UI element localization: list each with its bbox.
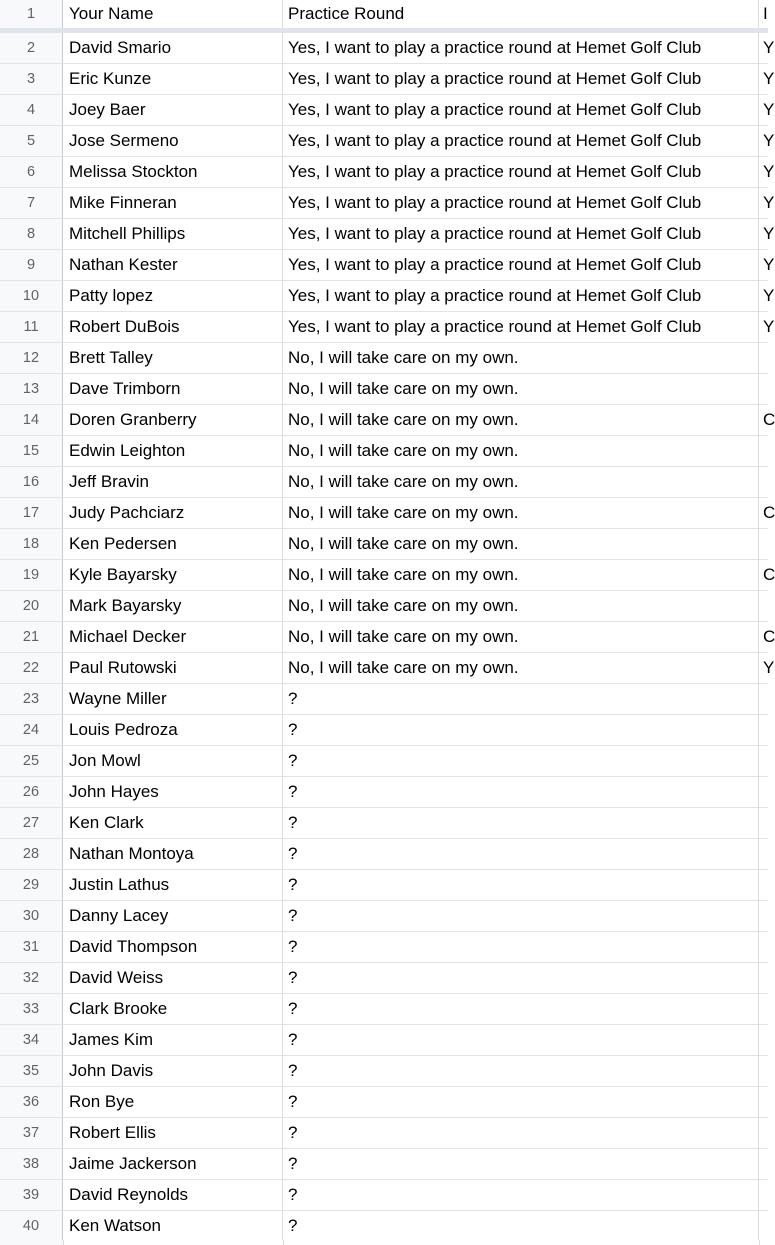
cell-your-name[interactable]: Michael Decker bbox=[63, 622, 283, 653]
row-number[interactable]: 7 bbox=[0, 188, 63, 219]
row-number[interactable]: 18 bbox=[0, 529, 63, 560]
cell-next-column[interactable] bbox=[759, 932, 768, 963]
row-number[interactable]: 28 bbox=[0, 839, 63, 870]
cell-your-name[interactable]: Mark Bayarsky bbox=[63, 591, 283, 622]
cell-next-column[interactable] bbox=[759, 1149, 768, 1180]
cell-next-column[interactable] bbox=[759, 994, 768, 1025]
cell-next-column[interactable]: Y bbox=[759, 157, 768, 188]
cell-your-name[interactable]: Doren Granberry bbox=[63, 405, 283, 436]
cell-practice-round[interactable]: Yes, I want to play a practice round at Hemet Golf Club bbox=[283, 250, 759, 281]
cell-next-column[interactable]: Y bbox=[759, 95, 768, 126]
cell-your-name[interactable]: Danny Lacey bbox=[63, 901, 283, 932]
table-row bbox=[0, 622, 775, 653]
cell-your-name[interactable]: John Hayes bbox=[63, 777, 283, 808]
row-number[interactable]: 9 bbox=[0, 250, 63, 281]
row-number[interactable]: 19 bbox=[0, 560, 63, 591]
cell-your-name[interactable]: Clark Brooke bbox=[63, 994, 283, 1025]
cell-next-column[interactable] bbox=[759, 777, 768, 808]
cell-practice-round[interactable]: Yes, I want to play a practice round at Hemet Golf Club bbox=[283, 219, 759, 250]
table-row bbox=[0, 1087, 768, 1118]
cell-next-column[interactable] bbox=[759, 870, 768, 901]
cell-next-column[interactable] bbox=[759, 1025, 768, 1056]
row-number[interactable]: 30 bbox=[0, 901, 63, 932]
row-number[interactable]: 16 bbox=[0, 467, 63, 498]
cell-your-name[interactable]: Brett Talley bbox=[63, 343, 283, 374]
cell-practice-round[interactable]: No, I will take care on my own. bbox=[283, 622, 759, 653]
table-row bbox=[0, 33, 775, 64]
grid-bottom-edge bbox=[0, 1240, 768, 1245]
row-number[interactable]: 25 bbox=[0, 746, 63, 777]
table-row bbox=[0, 963, 768, 994]
cell-your-name[interactable]: Robert DuBois bbox=[63, 312, 283, 343]
cell-your-name[interactable]: Dave Trimborn bbox=[63, 374, 283, 405]
row-number[interactable]: 35 bbox=[0, 1056, 63, 1087]
cell-next-column[interactable] bbox=[759, 715, 768, 746]
cell-practice-round[interactable]: Yes, I want to play a practice round at Hemet Golf Club bbox=[283, 33, 759, 64]
row-number-header[interactable]: 1 bbox=[0, 0, 63, 28]
table-row bbox=[0, 870, 768, 901]
table-row bbox=[0, 684, 768, 715]
cell-next-column[interactable] bbox=[759, 684, 768, 715]
row-number[interactable]: 22 bbox=[0, 653, 63, 684]
row-number[interactable]: 23 bbox=[0, 684, 63, 715]
cell-next-column[interactable] bbox=[759, 1118, 768, 1149]
table-row bbox=[0, 808, 768, 839]
cell-practice-round[interactable]: Yes, I want to play a practice round at Hemet Golf Club bbox=[283, 188, 759, 219]
row-number[interactable]: 5 bbox=[0, 126, 63, 157]
cell-next-column[interactable]: Y bbox=[759, 188, 768, 219]
cell-your-name[interactable]: Edwin Leighton bbox=[63, 436, 283, 467]
cell-practice-round[interactable]: No, I will take care on my own. bbox=[283, 529, 759, 560]
cell-your-name[interactable]: Jose Sermeno bbox=[63, 126, 283, 157]
row-number[interactable]: 11 bbox=[0, 312, 63, 343]
cell-your-name[interactable]: Ken Watson bbox=[63, 1211, 283, 1242]
column-header-practice-round[interactable]: Practice Round bbox=[283, 0, 759, 28]
cell-practice-round[interactable]: ? bbox=[283, 839, 759, 870]
cell-practice-round[interactable]: ? bbox=[283, 746, 759, 777]
cell-practice-round[interactable]: No, I will take care on my own. bbox=[283, 653, 759, 684]
cell-your-name[interactable]: David Reynolds bbox=[63, 1180, 283, 1211]
cell-practice-round[interactable]: Yes, I want to play a practice round at Hemet Golf Club bbox=[283, 126, 759, 157]
cell-next-column[interactable] bbox=[759, 591, 768, 622]
table-row bbox=[0, 219, 775, 250]
table-row bbox=[0, 1056, 768, 1087]
header-row bbox=[0, 0, 768, 33]
cell-your-name[interactable]: Nathan Montoya bbox=[63, 839, 283, 870]
cell-your-name[interactable]: Ken Clark bbox=[63, 808, 283, 839]
table-row bbox=[0, 467, 768, 498]
cell-your-name[interactable]: Eric Kunze bbox=[63, 64, 283, 95]
cell-your-name[interactable]: Jeff Bravin bbox=[63, 467, 283, 498]
table-row bbox=[0, 188, 775, 219]
row-number[interactable]: 20 bbox=[0, 591, 63, 622]
table-row bbox=[0, 374, 768, 405]
cell-next-column[interactable]: C bbox=[759, 560, 768, 591]
row-number[interactable]: 32 bbox=[0, 963, 63, 994]
cell-your-name[interactable]: Judy Pachciarz bbox=[63, 498, 283, 529]
cell-practice-round[interactable]: No, I will take care on my own. bbox=[283, 405, 759, 436]
cell-your-name[interactable]: Mike Finneran bbox=[63, 188, 283, 219]
cell-next-column[interactable]: Y bbox=[759, 312, 768, 343]
table-row bbox=[0, 64, 775, 95]
cell-next-column[interactable] bbox=[759, 529, 768, 560]
cell-practice-round[interactable]: ? bbox=[283, 777, 759, 808]
table-row bbox=[0, 901, 768, 932]
cell-next-column[interactable] bbox=[759, 963, 768, 994]
cell-practice-round[interactable]: No, I will take care on my own. bbox=[283, 467, 759, 498]
row-number[interactable]: 4 bbox=[0, 95, 63, 126]
row-number[interactable]: 10 bbox=[0, 281, 63, 312]
cell-next-column[interactable]: C bbox=[759, 622, 768, 653]
table-row bbox=[0, 715, 768, 746]
table-row bbox=[0, 250, 775, 281]
cell-practice-round[interactable]: No, I will take care on my own. bbox=[283, 591, 759, 622]
table-row bbox=[0, 653, 775, 684]
row-number[interactable]: 38 bbox=[0, 1149, 63, 1180]
cell-your-name[interactable]: Jaime Jackerson bbox=[63, 1149, 283, 1180]
cell-practice-round[interactable]: Yes, I want to play a practice round at Hemet Golf Club bbox=[283, 95, 759, 126]
row-number[interactable]: 17 bbox=[0, 498, 63, 529]
row-number[interactable]: 39 bbox=[0, 1180, 63, 1211]
cell-next-column[interactable] bbox=[759, 746, 768, 777]
cell-next-column[interactable]: Y bbox=[759, 64, 768, 95]
cell-next-column[interactable] bbox=[759, 808, 768, 839]
cell-next-column[interactable]: Y bbox=[759, 281, 768, 312]
table-row bbox=[0, 498, 775, 529]
row-number[interactable]: 37 bbox=[0, 1118, 63, 1149]
row-number[interactable]: 33 bbox=[0, 994, 63, 1025]
cell-your-name[interactable]: David Smario bbox=[63, 33, 283, 64]
cell-your-name[interactable]: Ken Pedersen bbox=[63, 529, 283, 560]
cell-practice-round[interactable]: ? bbox=[283, 870, 759, 901]
row-number[interactable]: 3 bbox=[0, 64, 63, 95]
table-row bbox=[0, 1211, 768, 1242]
cell-next-column[interactable] bbox=[759, 374, 768, 405]
cell-practice-round[interactable]: No, I will take care on my own. bbox=[283, 560, 759, 591]
row-number[interactable]: 14 bbox=[0, 405, 63, 436]
table-row bbox=[0, 839, 768, 870]
column-header-your-name[interactable]: Your Name bbox=[63, 0, 283, 28]
cell-next-column[interactable] bbox=[759, 1180, 768, 1211]
cell-practice-round[interactable]: ? bbox=[283, 901, 759, 932]
cell-practice-round[interactable]: ? bbox=[283, 932, 759, 963]
cell-next-column[interactable] bbox=[759, 436, 768, 467]
table-row bbox=[0, 343, 768, 374]
cell-next-column[interactable] bbox=[759, 343, 768, 374]
cell-practice-round[interactable]: No, I will take care on my own. bbox=[283, 436, 759, 467]
cell-your-name[interactable]: Patty lopez bbox=[63, 281, 283, 312]
cell-next-column[interactable]: Y bbox=[759, 126, 768, 157]
cell-next-column[interactable]: Y bbox=[759, 219, 768, 250]
row-number[interactable]: 29 bbox=[0, 870, 63, 901]
cell-your-name[interactable]: Mitchell Phillips bbox=[63, 219, 283, 250]
row-number[interactable]: 2 bbox=[0, 33, 63, 64]
row-number[interactable]: 6 bbox=[0, 157, 63, 188]
cell-next-column[interactable] bbox=[759, 1211, 768, 1242]
cell-next-column[interactable]: C bbox=[759, 498, 768, 529]
table-row bbox=[0, 157, 775, 188]
cell-next-column[interactable] bbox=[759, 467, 768, 498]
table-row bbox=[0, 560, 775, 591]
cell-your-name[interactable]: Wayne Miller bbox=[63, 684, 283, 715]
table-row bbox=[0, 1025, 768, 1056]
row-number[interactable]: 12 bbox=[0, 343, 63, 374]
table-row bbox=[0, 436, 768, 467]
cell-next-column[interactable] bbox=[759, 1056, 768, 1087]
row-number[interactable]: 24 bbox=[0, 715, 63, 746]
cell-next-column[interactable] bbox=[759, 839, 768, 870]
table-row bbox=[0, 591, 768, 622]
row-number[interactable]: 13 bbox=[0, 374, 63, 405]
cell-your-name[interactable]: Kyle Bayarsky bbox=[63, 560, 283, 591]
cell-practice-round[interactable]: Yes, I want to play a practice round at Hemet Golf Club bbox=[283, 157, 759, 188]
cell-practice-round[interactable]: ? bbox=[283, 1180, 759, 1211]
cell-next-column[interactable]: C bbox=[759, 405, 768, 436]
cell-next-column[interactable]: Y bbox=[759, 33, 768, 64]
table-row bbox=[0, 1118, 768, 1149]
cell-practice-round[interactable]: ? bbox=[283, 994, 759, 1025]
row-number[interactable]: 34 bbox=[0, 1025, 63, 1056]
cell-your-name[interactable]: John Davis bbox=[63, 1056, 283, 1087]
cell-practice-round[interactable]: Yes, I want to play a practice round at Hemet Golf Club bbox=[283, 281, 759, 312]
table-row bbox=[0, 95, 775, 126]
row-number[interactable]: 40 bbox=[0, 1211, 63, 1242]
cell-practice-round[interactable]: ? bbox=[283, 1211, 759, 1242]
cell-your-name[interactable]: Melissa Stockton bbox=[63, 157, 283, 188]
cell-next-column[interactable] bbox=[759, 901, 768, 932]
table-row bbox=[0, 405, 775, 436]
table-row bbox=[0, 1149, 768, 1180]
cell-next-column[interactable]: Y bbox=[759, 250, 768, 281]
cell-your-name[interactable]: Louis Pedroza bbox=[63, 715, 283, 746]
cell-your-name[interactable]: Paul Rutowski bbox=[63, 653, 283, 684]
table-row bbox=[0, 1180, 768, 1211]
cell-your-name[interactable]: David Thompson bbox=[63, 932, 283, 963]
table-row bbox=[0, 994, 768, 1025]
cell-practice-round[interactable]: Yes, I want to play a practice round at Hemet Golf Club bbox=[283, 64, 759, 95]
cell-practice-round[interactable]: ? bbox=[283, 1056, 759, 1087]
cell-your-name[interactable]: David Weiss bbox=[63, 963, 283, 994]
cell-practice-round[interactable]: ? bbox=[283, 808, 759, 839]
table-row bbox=[0, 932, 768, 963]
cell-your-name[interactable]: Joey Baer bbox=[63, 95, 283, 126]
cell-your-name[interactable]: James Kim bbox=[63, 1025, 283, 1056]
cell-practice-round[interactable]: ? bbox=[283, 963, 759, 994]
cell-practice-round[interactable]: ? bbox=[283, 684, 759, 715]
table-row bbox=[0, 126, 775, 157]
cell-your-name[interactable]: Ron Bye bbox=[63, 1087, 283, 1118]
cell-your-name[interactable]: Nathan Kester bbox=[63, 250, 283, 281]
cell-practice-round[interactable]: ? bbox=[283, 1087, 759, 1118]
cell-practice-round[interactable]: No, I will take care on my own. bbox=[283, 343, 759, 374]
table-row bbox=[0, 281, 775, 312]
cell-next-column[interactable] bbox=[759, 1087, 768, 1118]
cell-your-name[interactable]: Justin Lathus bbox=[63, 870, 283, 901]
row-number[interactable]: 27 bbox=[0, 808, 63, 839]
table-row bbox=[0, 312, 775, 343]
row-number[interactable]: 26 bbox=[0, 777, 63, 808]
cell-next-column[interactable]: Y bbox=[759, 653, 768, 684]
cell-practice-round[interactable]: ? bbox=[283, 715, 759, 746]
cell-your-name[interactable]: Jon Mowl bbox=[63, 746, 283, 777]
cell-practice-round[interactable]: ? bbox=[283, 1149, 759, 1180]
table-row bbox=[0, 777, 768, 808]
table-row bbox=[0, 529, 768, 560]
cell-practice-round[interactable]: ? bbox=[283, 1118, 759, 1149]
row-number[interactable]: 21 bbox=[0, 622, 63, 653]
row-number[interactable]: 36 bbox=[0, 1087, 63, 1118]
cell-practice-round[interactable]: ? bbox=[283, 1025, 759, 1056]
cell-your-name[interactable]: Robert Ellis bbox=[63, 1118, 283, 1149]
row-number[interactable]: 8 bbox=[0, 219, 63, 250]
column-header-next[interactable]: I bbox=[763, 4, 768, 23]
cell-practice-round[interactable]: Yes, I want to play a practice round at Hemet Golf Club bbox=[283, 312, 759, 343]
cell-practice-round[interactable]: No, I will take care on my own. bbox=[283, 374, 759, 405]
cell-practice-round[interactable]: No, I will take care on my own. bbox=[283, 498, 759, 529]
table-row bbox=[0, 746, 768, 777]
row-number[interactable]: 15 bbox=[0, 436, 63, 467]
row-number[interactable]: 31 bbox=[0, 932, 63, 963]
